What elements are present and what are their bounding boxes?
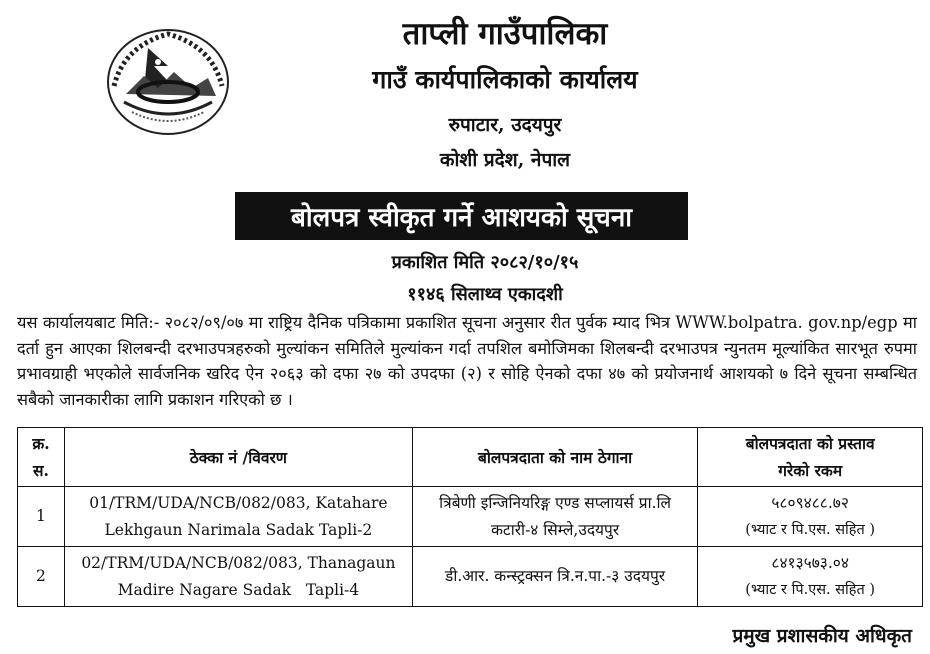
- bidder-line1: त्रिबेणी इन्जिनियरिङ्ग एण्ड सप्लायर्स प्रा.लि: [439, 493, 672, 512]
- municipality-name: ताप्ली गाउँपालिका: [402, 16, 608, 52]
- header-serial-line2: स.: [33, 461, 49, 480]
- signature-title: प्रमुख प्रशासकीय अधिकृत: [732, 625, 912, 647]
- contract-line2: Madire Nagare Sadak Tapli-4: [117, 580, 360, 599]
- office-location: रुपाटार, उदयपुर: [448, 114, 562, 136]
- office-province: कोशी प्रदेश, नेपाल: [439, 149, 571, 171]
- header-amount-line1: बोलपत्रदाता को प्रस्ताव: [745, 434, 875, 453]
- row-contract: [64, 547, 412, 607]
- table-row: [18, 547, 923, 607]
- table-header-row: [18, 428, 923, 487]
- amount-note: (भ्याट र पि.एस. सहित ): [745, 581, 876, 598]
- row-bidder: [412, 547, 697, 607]
- header-serial-line1: क्र.: [32, 434, 50, 453]
- contract-line2: Lekhgaun Narimala Sadak Tapli-2: [104, 520, 373, 539]
- notice-title-banner: [235, 192, 688, 240]
- amount-value: ८४१३५७३.०४: [771, 553, 849, 572]
- header-serial: [18, 428, 65, 487]
- header-bidder: बोलपत्रदाता को नाम ठेगाना: [412, 428, 697, 487]
- amount-value: ५८०९४८८.७२: [771, 493, 849, 512]
- header-contract: ठेक्का नं /विवरण: [64, 428, 412, 487]
- bid-table: [17, 427, 923, 607]
- contract-line1: 02/TRM/UDA/NCB/082/083, Thanagaun: [81, 553, 396, 572]
- contract-line1: 01/TRM/UDA/NCB/082/083, Katahare: [89, 493, 388, 512]
- row-contract: [64, 487, 412, 547]
- bidder-line1: डी.आर. कन्स्ट्रक्सन त्रि.न.पा.-३ उदयपुर: [445, 567, 666, 585]
- row-bidder: [412, 487, 697, 547]
- bidder-line2: कटारी-४ सिम्ले,उदयपुर: [490, 520, 620, 539]
- row-serial: 1: [18, 487, 65, 547]
- table-row: [18, 487, 923, 547]
- row-serial: 2: [18, 547, 65, 607]
- notice-body: यस कार्यालयबाट मिति:- २०८२/०९/०७ मा राष्ट्रिय दैनिक पत्रिकामा प्रकाशित सूचना अनुसार रीत पुर्वक म्याद भित्र WWW.bolpatra. gov.np/egp मा दर्ता हुन आएका शिलबन्दी दरभाउपत्रहरुको मुल्यांकन समितिले मुल्यांकन गर्दा तपशिल बमोजिमका शिलबन्दी दरभाउपत्र न्युनतम मूल्यांकित सारभूत रुपमा प्रभावग्राही भएकोले सार्वजनिक खरिद ऐन २०६३ को दफा २७ को उपदफा (२) र सोहि ऐनको दफा ४७ को प्रयोजनार्थ आशयको ७ दिने सूचना सम्बन्धित सबैको जानकारीका लागि प्रकाशन गरिएको छ ।: [17, 313, 917, 409]
- amount-note: (भ्याट र पि.एस. सहित ): [745, 521, 876, 538]
- notice-title: बोलपत्र स्वीकृत गर्ने आशयको सूचना: [291, 203, 632, 233]
- header-amount-line2: गरेको रकम: [778, 461, 843, 480]
- office-name: गाउँ कार्यपालिकाको कार्यालय: [372, 65, 638, 94]
- row-amount: [698, 487, 923, 547]
- published-date: प्रकाशित मिति २०८२/१०/१५: [391, 252, 579, 273]
- row-amount: [698, 547, 923, 607]
- header-amount: [698, 428, 923, 487]
- notice-serial: ११४६ सिलाथ्व एकादशी: [407, 284, 563, 305]
